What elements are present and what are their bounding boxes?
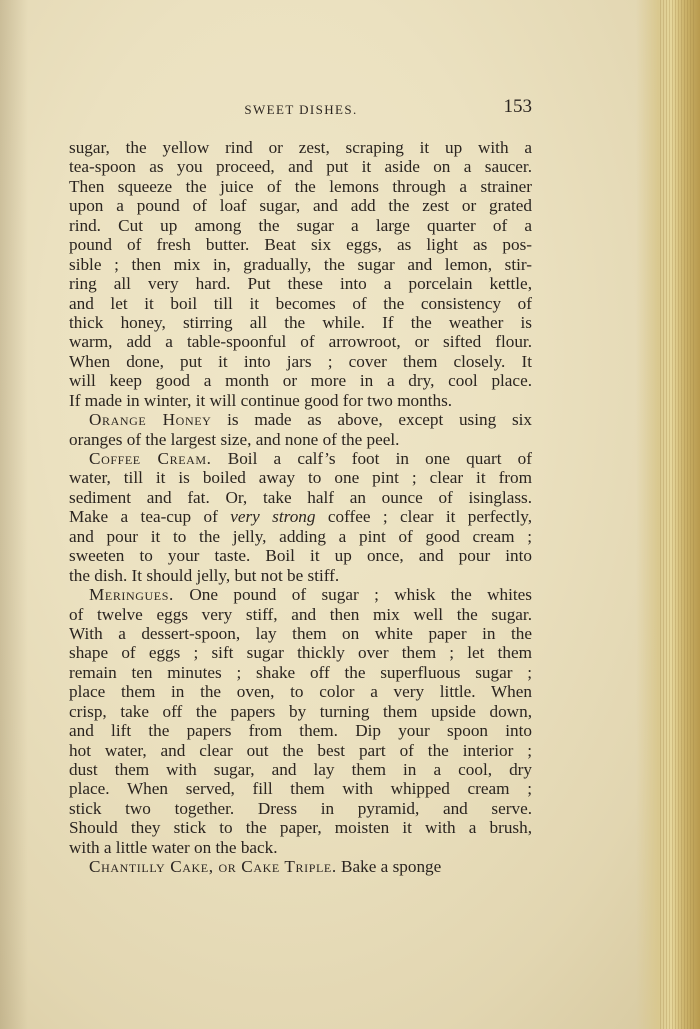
text-run: with a little water on the back.: [69, 837, 278, 857]
text-run: Should they stick to the paper, moisten it with a brush,: [69, 818, 532, 838]
text-line: [69, 527, 532, 546]
section-heading: Coffee Cream.: [89, 449, 212, 468]
text-line: [69, 255, 532, 274]
text-line: [69, 566, 532, 585]
text-run: is made as above, except using six: [211, 410, 532, 430]
page-header: [70, 96, 532, 122]
text-line: [69, 332, 532, 351]
text-line: [69, 488, 532, 507]
text-run: rind. Cut up among the sugar a large quarter of a: [69, 215, 532, 235]
text-run: sweeten to your taste. Boil it up once, and pour into: [69, 546, 532, 566]
text-run: stick two together. Dress in pyramid, and serve.: [69, 798, 532, 818]
text-run: sugar, the yellow rind or zest, scraping it up with a: [69, 138, 532, 157]
text-run: upon a pound of loaf sugar, and add the zest or grated: [69, 196, 532, 216]
text-line: [69, 177, 532, 196]
text-line: [69, 196, 532, 215]
text-line: [69, 352, 532, 371]
text-line: [69, 468, 532, 487]
running-head: SWEET DISHES.: [244, 102, 358, 117]
text-line: [69, 138, 532, 157]
text-run: Boil a calf’s foot in one quart of: [211, 449, 532, 468]
text-run: the dish. It should jelly, but not be stiff.: [69, 565, 340, 585]
text-run: ring all very hard. Put these into a porcelain kettle,: [69, 274, 532, 294]
page-number: 153: [503, 96, 532, 117]
text-line: [69, 643, 532, 662]
text-line: [69, 235, 532, 254]
text-run: thick honey, stirring all the while. If the weather is: [69, 312, 532, 332]
text-run: sible ; then mix in, gradually, the sugar and lemon, stir-: [69, 254, 532, 274]
section-heading: Meringues.: [89, 585, 174, 605]
text-run: crisp, take off the papers by turning them upside down,: [69, 701, 532, 721]
text-line: [69, 663, 532, 682]
text-run: and lift the papers from them. Dip your spoon into: [69, 721, 532, 741]
text-run: With a dessert-spoon, lay them on white paper in the: [69, 623, 532, 643]
text-line: [69, 838, 532, 857]
text-run: and let it boil till it becomes of the consistency of: [69, 293, 532, 313]
text-run: place them in the oven, to color a very little. When: [69, 682, 532, 702]
text-line: [69, 410, 532, 429]
text-line: [69, 760, 532, 779]
text-line: [69, 721, 532, 740]
text-line: [69, 507, 532, 526]
text-line: [69, 546, 532, 565]
text-run: tea-spoon as you proceed, and put it aside on a saucer.: [69, 157, 532, 177]
text-run: When done, put it into jars ; cover them closely. It: [69, 351, 532, 371]
text-line: [69, 313, 532, 332]
text-run: will keep good a month or more in a dry, cool place.: [69, 371, 532, 391]
text-line: [69, 371, 532, 390]
text-run: Bake a sponge: [336, 857, 442, 877]
text-run: pound of fresh butter. Beat six eggs, as light as pos-: [69, 235, 532, 255]
text-line: [69, 430, 532, 449]
text-line: [69, 216, 532, 235]
text-run: oranges of the largest size, and none of the peel.: [69, 429, 400, 449]
text-line: [69, 294, 532, 313]
text-line: [69, 157, 532, 176]
text-run: coffee ; clear it perfectly,: [315, 507, 533, 527]
text-run: water, till it is boiled away to one pint ; clear it from: [69, 468, 532, 488]
text-line: [69, 702, 532, 721]
text-run: sediment and fat. Or, take half an ounce of isinglass.: [69, 487, 532, 507]
text-run: remain ten minutes ; shake off the superfluous sugar ;: [69, 662, 532, 682]
text-run: warm, add a table-spoonful of arrowroot, or sifted flour.: [69, 332, 532, 352]
text-line: [69, 779, 532, 798]
text-run: hot water, and clear out the best part of the interior ;: [69, 740, 532, 760]
text-run: dust them with sugar, and lay them in a cool, dry: [69, 760, 532, 779]
text-line: [69, 449, 532, 468]
body-text: [69, 138, 532, 877]
text-run: place. When served, fill them with whipped cream ;: [69, 779, 532, 799]
text-run: of twelve eggs very stiff, and then mix well the sugar.: [69, 604, 532, 624]
text-line: [69, 741, 532, 760]
text-run: and pour it to the jelly, adding a pint of good cream ;: [69, 526, 532, 546]
emphasis-text: very strong: [230, 507, 316, 527]
section-heading: Chantilly Cake, or Cake Triple.: [89, 857, 337, 877]
text-line: [69, 391, 532, 410]
text-line: [69, 585, 532, 604]
gutter-shadow: [0, 0, 28, 1029]
text-line: [69, 605, 532, 624]
text-line: [69, 682, 532, 701]
page-edge-lines: [660, 0, 696, 1029]
text-line: [69, 274, 532, 293]
text-line: [69, 624, 532, 643]
section-heading: Orange Honey: [89, 410, 212, 430]
text-run: If made in winter, it will continue good for two months.: [69, 390, 453, 410]
text-line: [69, 799, 532, 818]
text-line: [69, 818, 532, 837]
text-run: Then squeeze the juice of the lemons through a strainer: [69, 176, 532, 196]
text-run: One pound of sugar ; whisk the whites: [173, 585, 532, 605]
text-run: Make a tea-cup of: [69, 507, 231, 527]
text-line: [69, 857, 532, 876]
text-run: shape of eggs ; sift sugar thickly over them ; let them: [69, 643, 532, 663]
